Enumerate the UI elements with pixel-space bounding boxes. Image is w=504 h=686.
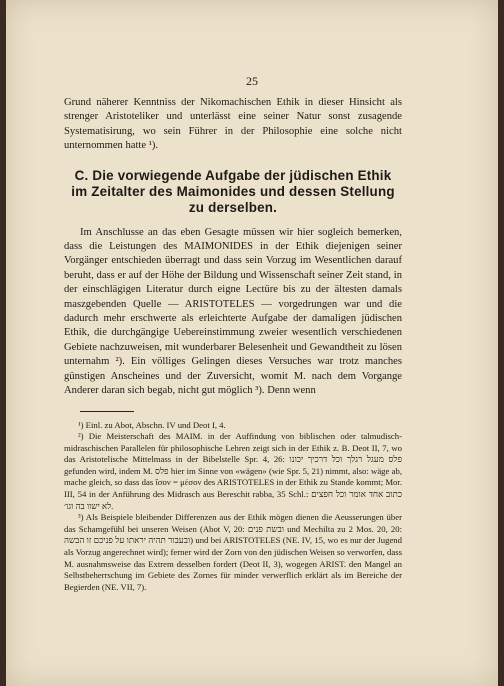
intro-paragraph: Grund näherer Kenntniss der Nikomachischen Ethik in dieser Hinsicht als strenger Aristoteliker und unterlässt eine seiner Natur sonst zusagende Systematisirung, wo sein Führer in der Philosophie eine solche nicht unternommen hatte ¹). bbox=[64, 97, 402, 152]
footnote-divider bbox=[80, 411, 134, 412]
body-paragraph: Im Anschlusse an das eben Gesagte müssen wir hier sogleich bemerken, dass die Leistungen des MAIMONIDES in der Ethik diejenigen seiner Vorgänger entschieden überragt und dass sein Vorzug im Wesentlichen darauf beruht, dass er auf der Höhe der Bildung und Wissenschaft seiner Zeit stand, in der einschlägigen Literatur durch eigne Lectüre bis zu der ältesten damals maszgebenden Quelle — ARISTOTELES — vorgedrungen war und die dadurch mehr erschwerte als erleichterte Aufgabe der damaligen jüdischen Ethik, die durchgängige Uebereinstimmung zweier wesentlich verschiedenen Gebiete nachzuweisen, mit wunderbarer Belesenheit und Gewandtheit zu lösen unternahm ²). Ein völliges Gelingen dieses Versuches war trotz manches günstigen Anscheines und der Zuversicht, womit M. nach dem Vorgange Anderer daran sich begab, nicht gut möglich ³). Denn wenn bbox=[64, 226, 402, 397]
text-block bbox=[64, 96, 402, 593]
page-number: 25 bbox=[246, 74, 258, 88]
footnote-1: ¹) Einl. zu Abot, Abschn. IV und Deot I, 4. bbox=[78, 419, 226, 430]
section-heading-line-3: zu derselben. bbox=[188, 199, 278, 215]
footnote-3: ³) Als Beispiele bleibender Differenzen aus der Ethik mögen dienen die Aeusserungen über das Schamgefühl bei unseren Weisen (Abot V, 20: ובשת פנים und Mechilta zu 2 Mos. 20, 20: ובעבור תהיה יראתו על פניכם זו הבשה) und bei ARISTOTELES (NE. IV, 15, wo es nur der Jugend als Vorzug angerechnet wird); ferner wird der Zorn von den jüdischen Weisen so verworfen, dass M. ausnahmsweise das Extrem desselben fordert (Deot II, 3), wogegen ARIST. den Mangel an Selbstbeherrschung im Gebiete des Zornes für minder verwerflich erklärt als im Bereiche der Begierden (NE. VII, 7). bbox=[64, 512, 402, 592]
section-heading-line-2: im Zeitalter des Maimonides und dessen Stellung bbox=[71, 183, 395, 199]
book-page bbox=[6, 0, 498, 686]
footnote-2: ²) Die Meisterschaft des MAIM. in der Auffindung von biblischen oder talmudisch-midraschischen Parallelen für philosophische Lehren zeigt sich in der Ethik z. B. Deot II, 7, wo das Aristotelische Mittelmass in der Bibelstelle Spr. 4, 26: פלס מעגל רגלך וכל דרכיך יכונו gefunden wird, indem M. פלס hier im Sinne von «wägen» (wie Spr. 5, 21) nimmt, also: wäge ab, mache gleich, so dass das ἴσον = μέσον des ARISTOTELES in der Ethik zu Stande kommt; Mor. III, 54 in der Anführung des Midrasch aus Bereschit rabba, 35 Schl.: כתוב אחד אומר וכל חפצים לא ישוו בה וגו׳. bbox=[64, 431, 403, 511]
section-heading-line-1: C. Die vorwiegende Aufgabe der jüdischen Ethik bbox=[74, 167, 392, 183]
section-heading bbox=[64, 168, 402, 216]
